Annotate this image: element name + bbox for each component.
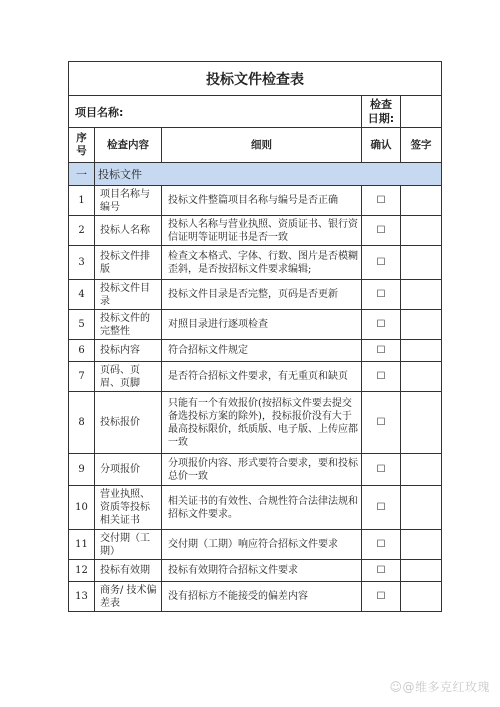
signature-cell[interactable] bbox=[401, 186, 442, 216]
signature-cell[interactable] bbox=[401, 486, 442, 530]
row-number: 12 bbox=[69, 560, 95, 582]
signature-cell[interactable] bbox=[401, 582, 442, 612]
row-number: 2 bbox=[69, 216, 95, 246]
row-detail: 相关证书的有效性、合规性符合法律法规和招标文件要求。 bbox=[162, 486, 362, 530]
confirm-checkbox[interactable]: ☐ bbox=[362, 186, 401, 216]
watermark: ☺@维多克红玫瑰 bbox=[389, 680, 490, 694]
table-row bbox=[69, 310, 442, 340]
check-date-value[interactable] bbox=[401, 96, 442, 128]
title-row bbox=[69, 62, 442, 96]
confirm-checkbox[interactable]: ☐ bbox=[362, 280, 401, 310]
confirm-checkbox[interactable]: ☐ bbox=[362, 582, 401, 612]
header-row bbox=[69, 128, 442, 163]
signature-cell[interactable] bbox=[401, 530, 442, 560]
row-detail: 投标文件整篇项目名称与编号是否正确 bbox=[162, 186, 362, 216]
page-title: 投标文件检查表 bbox=[69, 62, 442, 96]
table-row bbox=[69, 560, 442, 582]
header-confirm: 确认 bbox=[362, 128, 401, 163]
check-date-label: 检查 日期: bbox=[362, 96, 401, 128]
row-number: 9 bbox=[69, 454, 95, 486]
row-detail: 对照目录进行逐项检查 bbox=[162, 310, 362, 340]
confirm-checkbox[interactable]: ☐ bbox=[362, 246, 401, 280]
row-check-content: 交付期（工期） bbox=[95, 530, 162, 560]
row-check-content: 投标文件目录 bbox=[95, 280, 162, 310]
table-row bbox=[69, 246, 442, 280]
row-number: 7 bbox=[69, 362, 95, 392]
table-row bbox=[69, 216, 442, 246]
row-number: 5 bbox=[69, 310, 95, 340]
row-detail: 没有招标方不能接受的偏差内容 bbox=[162, 582, 362, 612]
section-title: 投标文件 bbox=[95, 163, 442, 186]
table-row bbox=[69, 186, 442, 216]
row-check-content: 投标文件的完整性 bbox=[95, 310, 162, 340]
row-check-content: 投标文件排版 bbox=[95, 246, 162, 280]
row-check-content: 投标内容 bbox=[95, 340, 162, 362]
signature-cell[interactable] bbox=[401, 310, 442, 340]
checklist-rows bbox=[69, 186, 442, 612]
row-number: 13 bbox=[69, 582, 95, 612]
header-detail: 细则 bbox=[162, 128, 362, 163]
table-row bbox=[69, 340, 442, 362]
confirm-checkbox[interactable]: ☐ bbox=[362, 560, 401, 582]
signature-cell[interactable] bbox=[401, 362, 442, 392]
table-row bbox=[69, 530, 442, 560]
row-check-content: 分项报价 bbox=[95, 454, 162, 486]
table-row bbox=[69, 362, 442, 392]
row-number: 6 bbox=[69, 340, 95, 362]
confirm-checkbox[interactable]: ☐ bbox=[362, 392, 401, 454]
confirm-checkbox[interactable]: ☐ bbox=[362, 340, 401, 362]
table-row bbox=[69, 486, 442, 530]
section-number: 一 bbox=[69, 163, 95, 186]
header-sign: 签字 bbox=[401, 128, 442, 163]
row-number: 1 bbox=[69, 186, 95, 216]
row-number: 3 bbox=[69, 246, 95, 280]
row-check-content: 投标有效期 bbox=[95, 560, 162, 582]
signature-cell[interactable] bbox=[401, 560, 442, 582]
project-row bbox=[69, 96, 442, 128]
signature-cell[interactable] bbox=[401, 280, 442, 310]
row-number: 8 bbox=[69, 392, 95, 454]
header-no: 序 号 bbox=[69, 128, 95, 163]
checklist-table bbox=[68, 61, 442, 612]
confirm-checkbox[interactable]: ☐ bbox=[362, 454, 401, 486]
signature-cell[interactable] bbox=[401, 454, 442, 486]
signature-cell[interactable] bbox=[401, 216, 442, 246]
signature-cell[interactable] bbox=[401, 340, 442, 362]
row-check-content: 项目名称与编号 bbox=[95, 186, 162, 216]
confirm-checkbox[interactable]: ☐ bbox=[362, 310, 401, 340]
row-detail: 投标有效期符合招标文件要求 bbox=[162, 560, 362, 582]
row-check-content: 投标报价 bbox=[95, 392, 162, 454]
row-detail: 只能有一个有效报价(按招标文件要去提交备选投标方案的除外)，投标报价没有大于最高投标限价，纸质版、电子版、上传应都一致 bbox=[162, 392, 362, 454]
signature-cell[interactable] bbox=[401, 392, 442, 454]
confirm-checkbox[interactable]: ☐ bbox=[362, 362, 401, 392]
confirm-checkbox[interactable]: ☐ bbox=[362, 216, 401, 246]
row-check-content: 投标人名称 bbox=[95, 216, 162, 246]
row-detail: 符合招标文件规定 bbox=[162, 340, 362, 362]
table-row bbox=[69, 392, 442, 454]
row-number: 10 bbox=[69, 486, 95, 530]
row-check-content: 营业执照、资质等投标相关证书 bbox=[95, 486, 162, 530]
confirm-checkbox[interactable]: ☐ bbox=[362, 486, 401, 530]
row-check-content: 商务/ 技术偏差表 bbox=[95, 582, 162, 612]
header-content: 检查内容 bbox=[95, 128, 162, 163]
row-check-content: 页码、页眉、页脚 bbox=[95, 362, 162, 392]
confirm-checkbox[interactable]: ☐ bbox=[362, 530, 401, 560]
project-name-label: 项目名称: bbox=[69, 96, 362, 128]
signature-cell[interactable] bbox=[401, 246, 442, 280]
table-row bbox=[69, 280, 442, 310]
table-row bbox=[69, 582, 442, 612]
row-detail: 投标文件目录是否完整，页码是否更新 bbox=[162, 280, 362, 310]
section-row bbox=[69, 163, 442, 186]
row-detail: 交付期（工期）响应符合招标文件要求 bbox=[162, 530, 362, 560]
row-detail: 检查文本格式、字体、行数、图片是否模糊歪斜，是否按招标文件要求编辑; bbox=[162, 246, 362, 280]
row-number: 4 bbox=[69, 280, 95, 310]
row-detail: 分项报价内容、形式要符合要求，要和投标总价一致 bbox=[162, 454, 362, 486]
row-detail: 是否符合招标文件要求，有无重页和缺页 bbox=[162, 362, 362, 392]
table-row bbox=[69, 454, 442, 486]
row-number: 11 bbox=[69, 530, 95, 560]
row-detail: 投标人名称与营业执照、资质证书、银行资信证明等证明证书是否一致 bbox=[162, 216, 362, 246]
